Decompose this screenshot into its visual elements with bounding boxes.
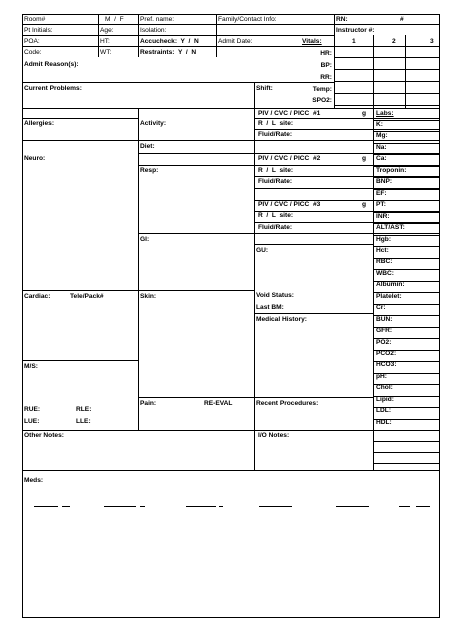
meds-label: Meds: bbox=[24, 477, 44, 484]
rule-line bbox=[334, 81, 439, 82]
rle-label: RLE: bbox=[76, 406, 92, 413]
rule-line bbox=[62, 506, 70, 507]
lab-item-label: Platelet: bbox=[376, 293, 402, 300]
lab-item-label: pH: bbox=[376, 373, 387, 380]
resp-label: Resp: bbox=[140, 167, 159, 174]
rule-line bbox=[22, 24, 334, 25]
code-label: Code: bbox=[24, 49, 42, 56]
allergies-label: Allergies: bbox=[24, 120, 55, 127]
rule-line bbox=[259, 506, 292, 507]
rule-line bbox=[254, 313, 373, 314]
rule-line bbox=[334, 69, 439, 70]
lab-item-label: Hgb: bbox=[376, 236, 392, 243]
rule-line bbox=[22, 470, 439, 471]
lle-label: LLE: bbox=[76, 418, 91, 425]
rule-line bbox=[334, 57, 439, 58]
rule-line bbox=[34, 506, 58, 507]
skin-label: Skin: bbox=[140, 293, 157, 300]
vitals-row-label: BP: bbox=[320, 62, 332, 69]
rule-line bbox=[98, 14, 99, 57]
lab-item-label: RBC: bbox=[376, 258, 393, 265]
neuro-label: Neuro: bbox=[24, 155, 46, 162]
site-label: R / L site: bbox=[258, 120, 294, 127]
rule-line bbox=[254, 233, 439, 234]
vitals-col-header: 1 bbox=[352, 38, 356, 45]
ht-label: HT: bbox=[100, 38, 110, 45]
rn-label: RN: bbox=[336, 16, 348, 23]
room-label: Room# bbox=[24, 16, 46, 23]
lab-item-label: Albumin: bbox=[376, 281, 405, 288]
admit-date-label: Admit Date: bbox=[218, 38, 253, 45]
rule-line bbox=[254, 140, 439, 141]
gu-label: GU: bbox=[256, 247, 269, 254]
rule-line bbox=[373, 441, 439, 442]
restraints-label: Restraints: Y / N bbox=[140, 49, 197, 56]
lab-item-label: Lipid: bbox=[376, 396, 394, 403]
iv-line-3-label: PIV / CVC / PICC #3 bbox=[258, 201, 321, 208]
rule-line bbox=[22, 118, 138, 119]
lab-item-label: Na: bbox=[376, 144, 387, 151]
lab-item-label: PCO2: bbox=[376, 350, 397, 357]
lab-item-label: BUN: bbox=[376, 316, 393, 323]
vitals-row-label: HR: bbox=[320, 50, 332, 57]
lab-item-label: Mg: bbox=[376, 132, 388, 139]
rule-line bbox=[186, 506, 216, 507]
rule-line bbox=[22, 140, 254, 141]
rule-line bbox=[334, 24, 439, 25]
other-notes-label: Other Notes: bbox=[24, 432, 64, 439]
fluid-rate-label: Fluid/Rate: bbox=[258, 131, 293, 138]
labs-title: Labs: bbox=[376, 110, 394, 117]
pt-initials-label: Pt Initials: bbox=[24, 27, 53, 34]
re-eval-label: RE-EVAL bbox=[204, 400, 233, 407]
vitals-row-label: RR: bbox=[320, 74, 332, 81]
rule-line bbox=[22, 35, 334, 36]
rule-line bbox=[138, 233, 254, 234]
poa-label: POA: bbox=[24, 38, 40, 45]
rule-line bbox=[336, 506, 369, 507]
rule-line bbox=[22, 430, 439, 431]
rule-line bbox=[138, 108, 139, 430]
activity-label: Activity: bbox=[140, 120, 167, 127]
rule-line bbox=[254, 82, 255, 108]
lab-item-label: GFR: bbox=[376, 327, 393, 334]
rule-line bbox=[405, 35, 406, 108]
vitals-title: Vitals: bbox=[302, 38, 322, 45]
cardiac-label: Cardiac: bbox=[24, 293, 51, 300]
gauge-label: g bbox=[362, 155, 367, 162]
lab-item-label: EF: bbox=[376, 190, 387, 197]
rule-line bbox=[138, 153, 254, 154]
rule-line bbox=[254, 397, 373, 398]
rule-line bbox=[104, 506, 136, 507]
lab-item-label: HCO3: bbox=[376, 361, 397, 368]
lab-item-label: WBC: bbox=[376, 270, 394, 277]
rule-line bbox=[22, 46, 300, 47]
rule-line bbox=[216, 14, 217, 57]
rule-line bbox=[254, 118, 439, 119]
rule-line bbox=[22, 82, 334, 83]
lab-item-label: BNP: bbox=[376, 178, 393, 185]
sex-label: M / F bbox=[105, 16, 124, 23]
accucheck-label: Accucheck: Y / N bbox=[140, 38, 199, 45]
lab-item-label: Cr: bbox=[376, 304, 386, 311]
gauge-label: g bbox=[362, 201, 367, 208]
rule-line bbox=[254, 244, 373, 245]
fluid-rate-label: Fluid/Rate: bbox=[258, 178, 293, 185]
rule-line bbox=[373, 452, 439, 453]
lab-item-label: Hct: bbox=[376, 247, 389, 254]
current-problems-label: Current Problems: bbox=[24, 85, 82, 92]
rule-line bbox=[373, 108, 374, 470]
lab-item-label: Chol: bbox=[376, 384, 393, 391]
site-label: R / L site: bbox=[258, 212, 294, 219]
vitals-row-label: SPO2: bbox=[312, 97, 332, 104]
lab-item-label: K: bbox=[376, 121, 383, 128]
isolation-label: Isolation: bbox=[140, 27, 167, 34]
iv-line-2-label: PIV / CVC / PICC #2 bbox=[258, 155, 321, 162]
rue-label: RUE: bbox=[24, 406, 41, 413]
rule-line bbox=[138, 165, 254, 166]
age-label: Age: bbox=[100, 27, 114, 34]
rule-line bbox=[22, 290, 254, 291]
io-notes-label: I/O Notes: bbox=[258, 432, 290, 439]
wt-label: WT: bbox=[100, 49, 112, 56]
rule-line bbox=[373, 108, 439, 109]
lab-item-label: ALT/AST: bbox=[376, 224, 405, 231]
rule-line bbox=[140, 506, 145, 507]
rule-line bbox=[334, 93, 439, 94]
lab-item-label: Ca: bbox=[376, 155, 387, 162]
lab-item-label: PT: bbox=[376, 201, 386, 208]
lab-item-label: LDL: bbox=[376, 407, 392, 414]
rule-line bbox=[373, 35, 374, 108]
lue-label: LUE: bbox=[24, 418, 40, 425]
vitals-row-label: Temp: bbox=[312, 86, 332, 93]
rn-number-label: # bbox=[400, 16, 404, 23]
pain-label: Pain: bbox=[140, 400, 157, 407]
lab-item-label: HDL: bbox=[376, 419, 392, 426]
vitals-col-header: 2 bbox=[392, 38, 396, 45]
diet-label: Diet: bbox=[140, 143, 155, 150]
lab-item-label: INR: bbox=[376, 213, 390, 220]
site-label: R / L site: bbox=[258, 167, 294, 174]
gi-label: GI: bbox=[140, 236, 150, 243]
rule-line bbox=[22, 360, 138, 361]
ms-label: M/S: bbox=[24, 363, 38, 370]
rule-line bbox=[334, 105, 439, 106]
lab-item-label: PO2: bbox=[376, 339, 392, 346]
rule-line bbox=[138, 14, 139, 57]
admit-reason-label: Admit Reason(s): bbox=[24, 61, 79, 68]
rule-line bbox=[399, 506, 410, 507]
rule-line bbox=[138, 397, 254, 398]
rule-line bbox=[416, 506, 430, 507]
fluid-rate-label: Fluid/Rate: bbox=[258, 224, 293, 231]
iv-line-1-label: PIV / CVC / PICC #1 bbox=[258, 110, 321, 117]
recent-procedures-label: Recent Procedures: bbox=[256, 400, 319, 407]
void-status-label: Void Status: bbox=[256, 292, 294, 299]
rule-line bbox=[254, 129, 439, 130]
rule-line bbox=[254, 108, 255, 470]
family-contact-label: Family/Contact Info: bbox=[218, 16, 277, 23]
rule-line bbox=[373, 463, 439, 464]
last-bm-label: Last BM: bbox=[256, 304, 284, 311]
instructor-label: Instructor #: bbox=[336, 27, 375, 34]
tele-pack-label: Tele/Pack# bbox=[70, 293, 104, 300]
rule-line bbox=[219, 506, 223, 507]
pref-name-label: Pref. name: bbox=[140, 16, 175, 23]
shift-label: Shift: bbox=[256, 85, 273, 92]
lab-item-label: Troponin: bbox=[376, 167, 407, 174]
gauge-label: g bbox=[362, 110, 367, 117]
vitals-col-header: 3 bbox=[430, 38, 434, 45]
rule-line bbox=[300, 46, 439, 47]
medical-history-label: Medical History: bbox=[256, 316, 307, 323]
